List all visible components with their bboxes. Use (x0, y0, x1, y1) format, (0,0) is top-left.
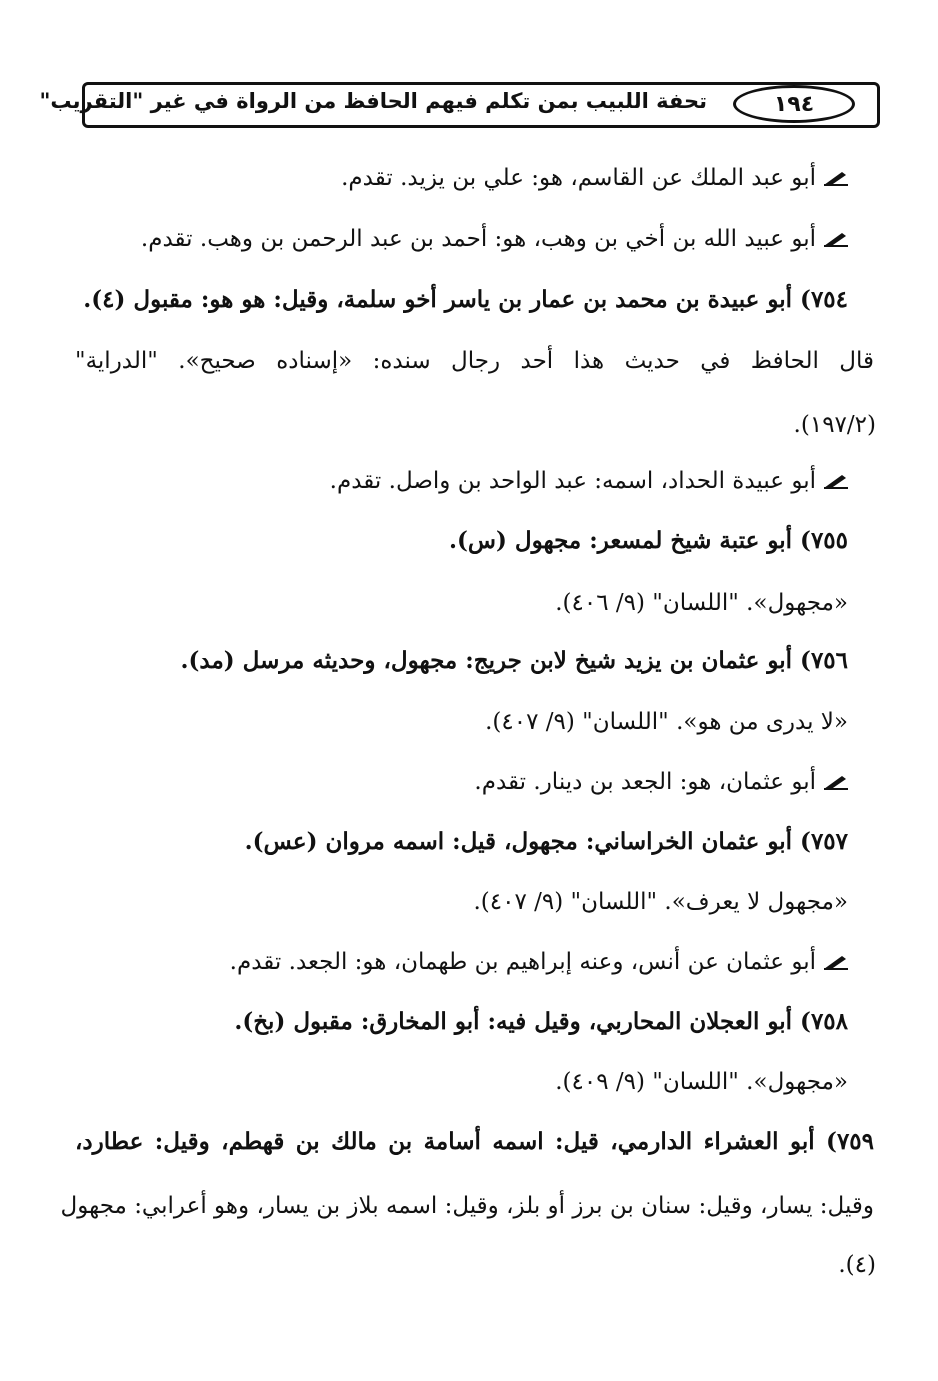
entry-line: ٧٥٤) أبو عبيدة بن محمد بن عمار بن ياسر أخو سلمة، وقيل: هو هو: مقبول (٤). (83, 286, 848, 313)
line-text: أبو عبيدة الحداد، اسمه: عبد الواحد بن واصل. تقدم. (329, 468, 816, 494)
entry-line: ٧٥٨) أبو العجلان المحاربي، وقيل فيه: أبو المخارق: مقبول (بخ). (234, 1008, 848, 1035)
cross-reference-line (141, 224, 848, 254)
quote-line: «مجهول». "اللسان" (٩/ ٤٠٩). (555, 1069, 848, 1095)
entry-continuation-line: (٤). (838, 1252, 876, 1278)
running-header (39, 82, 880, 128)
line-text: أبو عثمان عن أنس، وعنه إبراهيم بن طهمان، هو: الجعد. تقدم. (229, 949, 816, 975)
entry-line: ٧٥٦) أبو عثمان بن يزيد شيخ لابن جريج: مجهول، وحديثه مرسل (مد). (180, 647, 848, 674)
pen-icon (822, 953, 848, 971)
pen-icon (822, 230, 848, 248)
entry-line: ٧٥٩) أبو العشراء الدارمي، قيل: اسمه أسامة بن مالك بن قهطم، وقيل: عطارد، (75, 1128, 874, 1155)
line-text: أبو عثمان، هو: الجعد بن دينار. تقدم. (474, 769, 816, 795)
pen-icon (822, 169, 848, 187)
quote-line: «مجهول». "اللسان" (٩/ ٤٠٦). (555, 590, 848, 616)
entry-line: ٧٥٧) أبو عثمان الخراساني: مجهول، قيل: اسمه مروان (عس). (244, 828, 848, 855)
quote-line: «مجهول لا يعرف». "اللسان" (٩/ ٤٠٧). (473, 889, 848, 915)
entry-continuation-line: وقيل: يسار، وقيل: سنان بن برز أو بلز، وقيل: اسمه بلاز بن يسار، وهو أعرابي: مجهول (60, 1193, 874, 1219)
line-text: أبو عبيد الله بن أخي بن وهب، هو: أحمد بن عبد الرحمن بن وهب. تقدم. (140, 226, 816, 252)
reference-line: (١٩٧/٢). (793, 412, 876, 438)
cross-reference-line (330, 466, 848, 496)
book-title: تحفة اللبيب بمن تكلم فيهم الحافظ من الرواة في غير "التقريب" (39, 89, 707, 113)
page-number: ١٩٤ (733, 85, 855, 123)
cross-reference-line (230, 947, 848, 977)
entry-line: ٧٥٥) أبو عتبة شيخ لمسعر: مجهول (س). (449, 527, 848, 554)
quote-line: قال الحافظ في حديث هذا أحد رجال سنده: «إسناده صحيح». "الدراية" (75, 348, 874, 374)
pen-icon (822, 472, 848, 490)
quote-line: «لا يدرى من هو». "اللسان" (٩/ ٤٠٧). (485, 709, 848, 735)
pen-icon (822, 773, 848, 791)
line-text: أبو عبد الملك عن القاسم، هو: علي بن يزيد. تقدم. (341, 165, 816, 191)
cross-reference-line (474, 767, 848, 797)
cross-reference-line (341, 163, 848, 193)
